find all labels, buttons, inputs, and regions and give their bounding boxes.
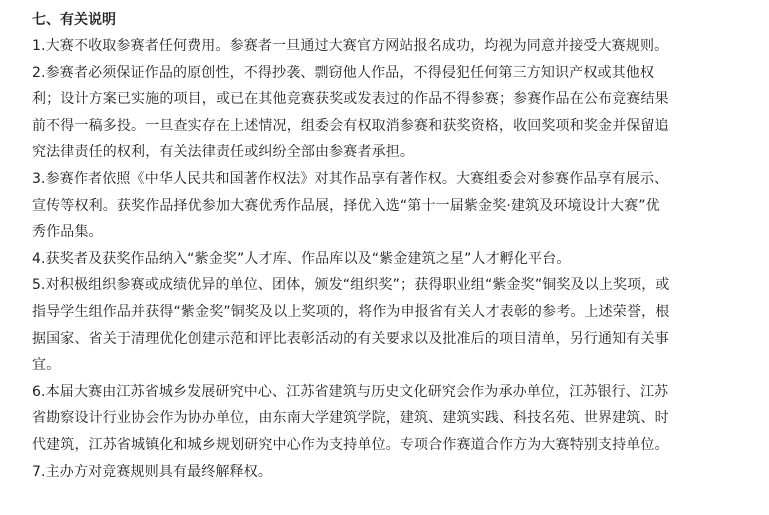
rule-item-3-line-1: 3.参赛作者依照《中华人民共和国著作权法》对其作品享有著作权。大赛组委会对参赛作品享有展示、: [32, 170, 669, 187]
rule-item-5-line-2: 指导学生组作品并获得“紫金奖”铜奖及以上奖项的，将作为申报省有关人才表彰的参考。上述荣誉，根: [32, 303, 670, 320]
rule-item-1: [32, 33, 763, 60]
rule-item-6-line-1: 6.本届大赛由江苏省城乡发展研究中心、江苏省建筑与历史文化研究会作为承办单位，江苏银行、江苏: [32, 383, 669, 400]
rule-item-6-line-3: 代建筑，江苏省城镇化和城乡规划研究中心作为支持单位。专项合作赛道合作方为大赛特别支持单位。: [32, 436, 669, 453]
rule-item-2-line-4: 究法律责任的权利，有关法律责任或纠纷全部由参赛者承担。: [32, 144, 415, 161]
rule-item-3: [32, 166, 763, 246]
rule-item-3-line-2: 宣传等权利。获奖作品择优参加大赛优秀作品展，择优入选“第十一届紫金奖·建筑及环境设计大赛”优: [32, 197, 660, 214]
rule-item-1-line-1: 1.大赛不收取参赛者任何费用。参赛者一旦通过大赛官方网站报名成功，均视为同意并接受大赛规则。: [32, 38, 669, 54]
rule-item-5-line-1: 5.对积极组织参赛或成绩优异的单位、团体，颁发“组织奖”；获得职业组“紫金奖”铜奖及以上奖项，或: [32, 277, 670, 294]
rule-item-3-line-3: 秀作品集。: [32, 224, 103, 241]
rule-item-5: [32, 272, 763, 378]
rule-item-4-line-1: 4.获奖者及获奖作品纳入“紫金奖”人才库、作品库以及“紫金建筑之星”人才孵化平台。: [32, 250, 571, 267]
rule-item-2-line-1: 2.参赛者必须保证作品的原创性，不得抄袭、剽窃他人作品，不得侵犯任何第三方知识产权或其他权: [32, 64, 655, 81]
rule-item-6: [32, 379, 763, 459]
rule-item-7-line-1: 7.主办方对竞赛规则具有最终解释权。: [32, 463, 273, 480]
section-title: 七、有关说明: [32, 12, 116, 28]
rule-item-2-line-3: 前不得一稿多投。一旦查实存在上述情况，组委会有权取消参赛和获奖资格，收回奖项和奖金并保留追: [32, 117, 669, 134]
rule-item-5-line-4: 宜。: [32, 357, 61, 374]
rule-item-2-line-2: 利；设计方案已实施的项目，或已在其他竞赛获奖或发表过的作品不得参赛；参赛作品在公布竞赛结果: [32, 91, 669, 108]
rule-item-5-line-3: 据国家、省关于清理优化创建示范和评比表彰活动的有关要求以及批准后的项目清单，另行通知有关事: [32, 330, 669, 347]
rule-item-6-line-2: 省勘察设计行业协会作为协办单位，由东南大学建筑学院，建筑、建筑实践、科技名苑、世界建筑、时: [32, 410, 669, 427]
rule-item-7: [32, 459, 763, 486]
rules-list: [32, 33, 763, 485]
rule-item-2: [32, 60, 763, 166]
rule-item-4: [32, 246, 763, 273]
